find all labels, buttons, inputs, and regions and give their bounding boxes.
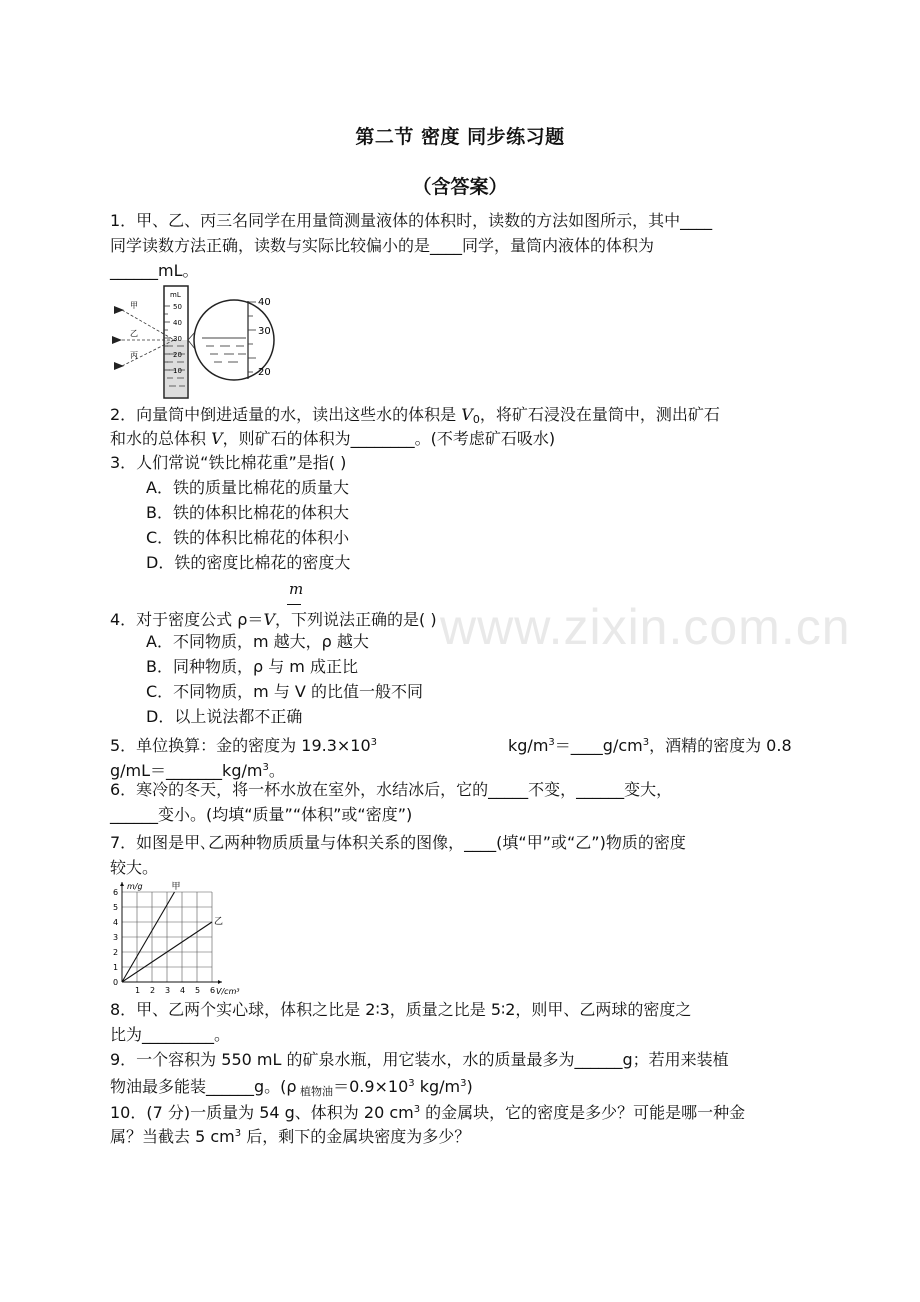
q8-line1: 8．甲、乙两个实心球，体积之比是 2∶3，质量之比是 5∶2，则甲、乙两球的密度之 bbox=[110, 1000, 692, 1019]
y-tick-label: 6 bbox=[113, 888, 119, 897]
viewer-label-jia: 甲 bbox=[130, 301, 138, 310]
q9-sup: 3 bbox=[408, 1078, 415, 1089]
q9-text-c: kg/m bbox=[414, 1077, 461, 1096]
q9-line1: 9．一个容积为 550 mL 的矿泉水瓶，用它装水，水的质量最多为______g；若用来装植 bbox=[110, 1050, 729, 1069]
viewer-label-bing: 丙 bbox=[130, 351, 138, 360]
y-tick-label: 2 bbox=[113, 948, 119, 957]
y-axis-label: m/g bbox=[127, 882, 143, 891]
q1-line3: ______mL。 bbox=[110, 261, 199, 280]
x-tick-label: 6 bbox=[210, 986, 216, 995]
page-subtitle: （含答案） bbox=[412, 176, 508, 198]
q3-option-d: D．铁的密度比棉花的密度大 bbox=[146, 553, 351, 572]
q10-text-d: 后，剩下的金属块密度为多少？ bbox=[241, 1127, 471, 1146]
q8-line2: 比为_________。 bbox=[110, 1025, 231, 1044]
q3-option-a: A．铁的质量比棉花的质量大 bbox=[146, 478, 349, 497]
q2-v: V bbox=[211, 429, 223, 448]
graduated-cylinder-figure bbox=[110, 284, 280, 402]
y-tick-label: 5 bbox=[113, 903, 119, 912]
q5-text-f: 。 bbox=[268, 761, 285, 780]
q10-line2 bbox=[110, 1122, 470, 1149]
q3-option-c: C．铁的体积比棉花的体积小 bbox=[146, 528, 350, 547]
q4-option-c: C．不同物质，m 与 V 的比值一般不同 bbox=[146, 682, 423, 701]
cylinder-unit-label: mL bbox=[170, 291, 181, 299]
q1-line1: 1．甲、乙、丙三名同学在用量筒测量液体的体积时，读数的方法如图所示，其中____ bbox=[110, 211, 713, 230]
q5-text-e: g/mL＝_______kg/m bbox=[110, 761, 263, 780]
q5-sup4: 3 bbox=[262, 762, 269, 773]
q4-fraction-bar bbox=[287, 604, 301, 605]
q10-sup1: 3 bbox=[413, 1104, 421, 1115]
q9-text-b: ＝0.9×10 bbox=[333, 1077, 409, 1096]
q7-line2: 较大。 bbox=[110, 858, 159, 877]
x-tick-label: 5 bbox=[195, 986, 201, 995]
q10-text-a: 10．(7 分)一质量为 54 g、体积为 20 cm bbox=[110, 1103, 414, 1122]
q9-sub: 植物油 bbox=[296, 1085, 334, 1098]
q3-option-b: B．铁的体积比棉花的体积大 bbox=[146, 503, 349, 522]
q4-stem bbox=[110, 608, 437, 632]
cylinder-scale-30: 30 bbox=[173, 335, 182, 343]
q5-sup3: 3 bbox=[642, 737, 650, 748]
q2-v0-sub: 0 bbox=[472, 413, 480, 426]
x-tick-label: 2 bbox=[150, 986, 156, 995]
q4-option-b: B．同种物质，ρ 与 m 成正比 bbox=[146, 657, 358, 676]
y-tick-label: 1 bbox=[113, 963, 119, 972]
page-title: 第二节 密度 同步练习题 bbox=[355, 126, 565, 148]
x-axis-arrow bbox=[218, 980, 222, 984]
y-tick-label: 0 bbox=[113, 978, 119, 987]
zoom-scale-30: 30 bbox=[258, 326, 271, 337]
y-tick-label: 3 bbox=[113, 933, 119, 942]
q4-stem-a: 4．对于密度公式 ρ＝ bbox=[110, 610, 264, 629]
q9-sup2: 3 bbox=[460, 1078, 467, 1089]
cylinder-scale-10: 10 bbox=[173, 367, 182, 375]
cylinder-scale-50: 50 bbox=[173, 303, 182, 311]
viewer-label-yi: 乙 bbox=[130, 329, 138, 338]
series-label-1: 乙 bbox=[214, 917, 224, 927]
q2-text-a: 2．向量筒中倒进适量的水，读出这些水的体积是 bbox=[110, 405, 462, 424]
q10-sup2: 3 bbox=[234, 1128, 242, 1139]
q2-text-b: ，将矿石浸没在量筒中，测出矿石 bbox=[479, 405, 720, 424]
q4-numerator: m bbox=[289, 580, 304, 598]
q4-option-d: D．以上说法都不正确 bbox=[146, 707, 303, 726]
q5-text-d: ，酒精的密度为 0.8 bbox=[649, 736, 792, 755]
x-tick-label: 4 bbox=[180, 986, 186, 995]
cylinder-scale-40: 40 bbox=[173, 319, 182, 327]
zoom-scale-20: 20 bbox=[258, 367, 271, 378]
q5-line1-a bbox=[110, 731, 377, 758]
q2-v0: V bbox=[461, 405, 473, 424]
q5-text-a: 5．单位换算：金的密度为 19.3×10 bbox=[110, 736, 371, 755]
q5-text-b: kg/m bbox=[508, 736, 549, 755]
q5-sup2: 3 bbox=[548, 737, 555, 748]
q4-denominator: V bbox=[263, 610, 275, 629]
q9-text-a: 物油最多能装______g。(ρ bbox=[110, 1077, 297, 1096]
q6-line2: ______变小。(均填“质量”“体积”或“密度”) bbox=[110, 805, 413, 824]
q2-text-c: 和水的总体积 bbox=[110, 429, 212, 448]
q1-line2: 同学读数方法正确，读数与实际比较偏小的是____同学，量筒内液体的体积为 bbox=[110, 236, 655, 255]
x-axis-label: V/cm³ bbox=[216, 987, 240, 996]
q5-line1-b bbox=[508, 731, 792, 758]
watermark: www.zixin.com.cn bbox=[440, 599, 851, 655]
x-tick-label: 3 bbox=[165, 986, 171, 995]
q10-text-c: 属？当截去 5 cm bbox=[110, 1127, 235, 1146]
cylinder-scale-20: 20 bbox=[173, 351, 182, 359]
q4-option-a: A．不同物质，m 越大，ρ 越大 bbox=[146, 632, 369, 651]
zoom-scale-40: 40 bbox=[258, 297, 271, 308]
q5-sup1: 3 bbox=[370, 737, 378, 748]
y-axis-arrow bbox=[120, 882, 124, 886]
q9-text-d: ) bbox=[466, 1077, 473, 1096]
q7-line1: 7．如图是甲､乙两种物质质量与体积关系的图像，____(填“甲”或“乙”)物质的密度 bbox=[110, 833, 686, 852]
q6-line1: 6．寒冷的冬天，将一杯水放在室外，水结冰后，它的_____不变，______变大， bbox=[110, 780, 673, 799]
q4-stem-b: ，下列说法正确的是( ) bbox=[275, 610, 437, 629]
series-label-0: 甲 bbox=[171, 882, 181, 892]
q2-line2 bbox=[110, 427, 555, 451]
q10-text-b: 的金属块，它的密度是多少？可能是哪一种金 bbox=[420, 1103, 746, 1122]
q10-line1 bbox=[110, 1098, 745, 1125]
q5-text-c: ＝____g/cm bbox=[554, 736, 643, 755]
q3-stem: 3．人们常说“铁比棉花重”是指( ) bbox=[110, 453, 347, 472]
x-tick-label: 1 bbox=[135, 986, 141, 995]
mass-volume-chart bbox=[108, 880, 258, 998]
y-tick-label: 4 bbox=[113, 918, 119, 927]
q2-text-d: ，则矿石的体积为________。(不考虑矿石吸水) bbox=[222, 429, 556, 448]
